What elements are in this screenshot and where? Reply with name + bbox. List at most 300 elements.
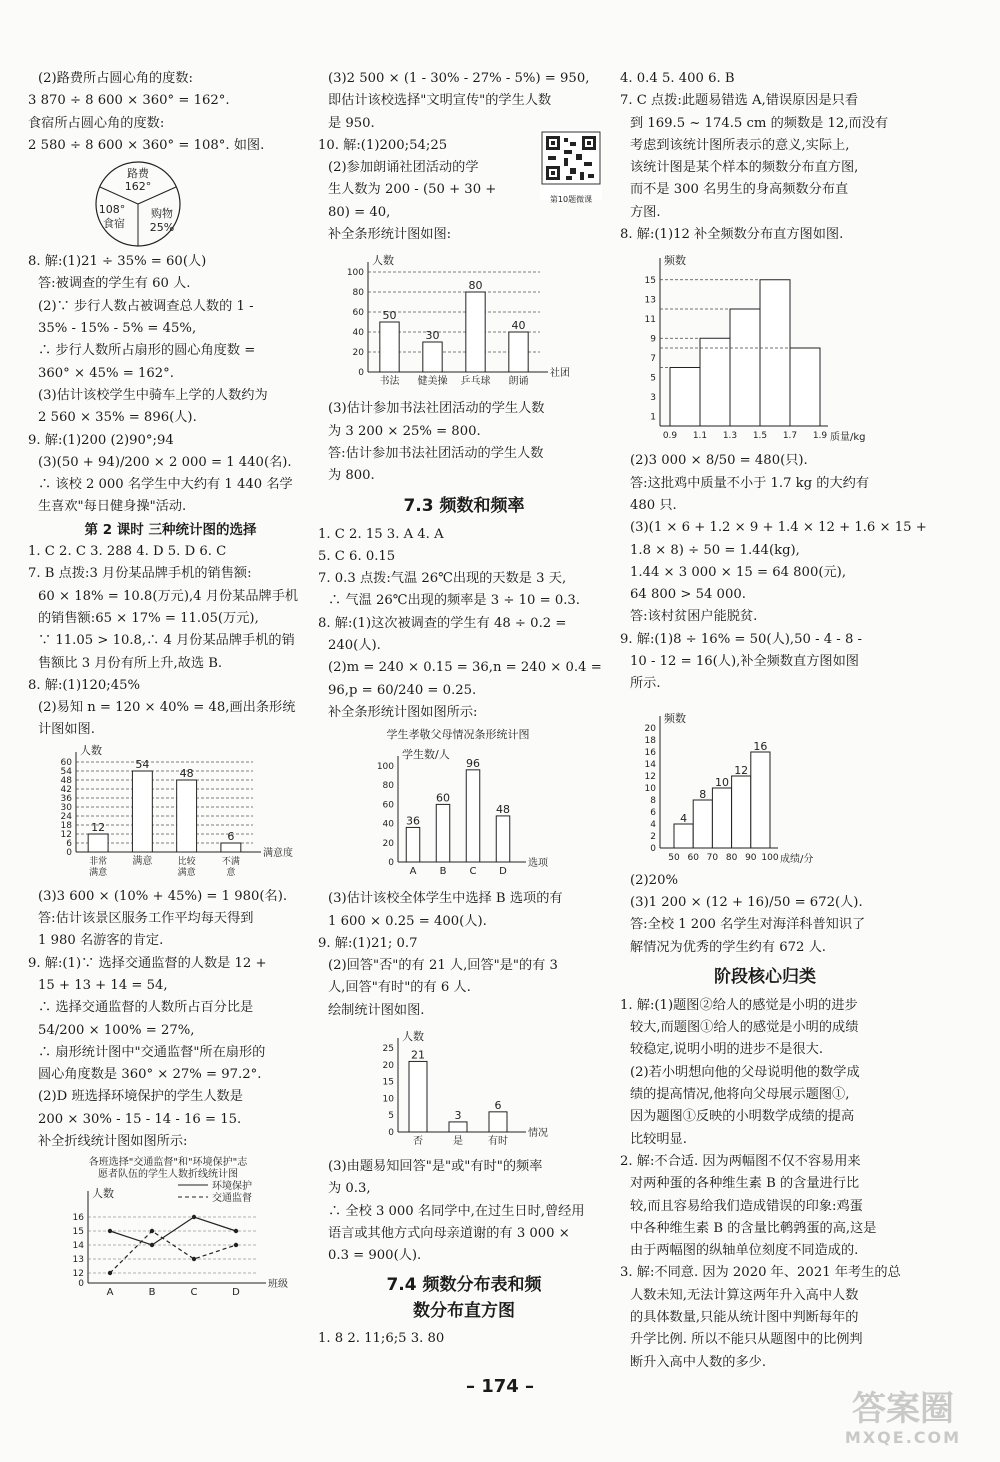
- y-tick-label: 4: [650, 819, 656, 830]
- bar: [466, 770, 480, 862]
- section-heading-core: 阶段核心归类: [714, 966, 816, 987]
- text-line: 补全折线统计图如图所示:: [38, 1133, 188, 1149]
- text-line: (3)3 600 × (10% + 45%) = 1 980(名).: [38, 888, 288, 904]
- y-tick-label: 2: [650, 831, 656, 842]
- bar-value-label: 3: [454, 1108, 462, 1122]
- y-tick-label: 42: [60, 784, 72, 795]
- text-line: (2)路费所占圆心角的度数:: [38, 71, 193, 86]
- y-tick-label: 3: [650, 393, 656, 404]
- x-tick-label: 60: [687, 852, 699, 863]
- y-tick-label: 20: [644, 723, 656, 734]
- pie-label-shop: 购物: [151, 207, 173, 221]
- text-line: 0.3 = 900(人).: [328, 1248, 422, 1264]
- thanks-bar-chart: [318, 1024, 598, 1154]
- text-line: 答:估计参加书法社团活动的学生人数: [328, 445, 544, 461]
- text-line: (3)由题易知回答"是"或"有时"的频率: [328, 1159, 543, 1175]
- y-tick-label: 15: [644, 276, 656, 287]
- y-tick-label: 30: [60, 802, 72, 813]
- text-line: 答:全校 1 200 名学生对海洋科普知识了: [630, 917, 866, 933]
- y-tick-label: 80: [352, 288, 364, 299]
- bar: [177, 780, 197, 852]
- text-line: 生喜欢"每日健身操"活动.: [38, 499, 187, 515]
- text-line: (2)D 班选择环境保护的学生人数是: [38, 1089, 243, 1105]
- text-line: 补全条形统计图如图:: [328, 227, 452, 243]
- x-tick-label: 意: [226, 867, 236, 878]
- text-line: 到 169.5 ~ 174.5 cm 的频数是 12,而没有: [630, 115, 889, 131]
- text-line: 1. 解:(1)题图②给人的感觉是小明的进步: [620, 997, 858, 1013]
- x-tick-label: 有时: [488, 1136, 508, 1148]
- score-histogram: [620, 698, 900, 868]
- pie-value-shop: 25%: [149, 221, 175, 235]
- histogram-bar: [730, 309, 760, 426]
- y-tick-label: 100: [376, 762, 394, 773]
- text-line: 较大,而题图①给人的感觉是小明的成绩: [630, 1020, 859, 1036]
- text-line: 240(人).: [328, 638, 381, 654]
- text-line: 80) = 40,: [328, 204, 391, 220]
- text-line: 人,回答"有时"的有 6 人.: [328, 980, 471, 996]
- text-line: (3)(50 + 94)/200 × 2 000 = 1 440(名).: [38, 454, 292, 470]
- text-line: (2)参加朗诵社团活动的学: [328, 160, 479, 176]
- bar-value-label: 6: [494, 1098, 502, 1112]
- text-line: ∴ 气温 26℃出现的频率是 3 ÷ 10 = 0.3.: [328, 593, 580, 609]
- x-tick-label: 0.9: [662, 431, 678, 442]
- bar-value-label: 48: [179, 766, 194, 780]
- y-tick-label: 14: [72, 1241, 84, 1252]
- y-tick-label: 0: [78, 1279, 84, 1290]
- text-line: 54/200 × 100% = 27%,: [38, 1022, 195, 1038]
- text-line: 480 只.: [630, 497, 677, 513]
- text-line: 1.44 × 3 000 × 15 = 64 800(元),: [630, 564, 847, 580]
- y-tick-label: 80: [382, 781, 394, 792]
- text-line: 4. 0.4 5. 400 6. B: [620, 71, 735, 86]
- text-line: 较,而且容易给我们造成错误的印象:鸡蛋: [630, 1198, 863, 1214]
- y-tick-label: 54: [60, 766, 72, 777]
- y-axis-label: 人数: [80, 743, 102, 757]
- point-traffic: [150, 1229, 154, 1233]
- text-line: 9. 解:(1)21; 0.7: [318, 935, 418, 951]
- watermark-text: 答案圈: [852, 1389, 954, 1429]
- text-line: (2)m = 240 × 0.15 = 36,n = 240 × 0.4 =: [328, 660, 602, 676]
- histogram-bar: [693, 800, 712, 848]
- y-tick-label: 13: [644, 295, 656, 306]
- y-tick-label: 10: [644, 783, 656, 794]
- y-tick-label: 25: [382, 1044, 394, 1055]
- histogram-bar: [732, 776, 751, 848]
- text-line: 即估计该校选择"文明宣传"的学生人数: [328, 93, 552, 109]
- bar: [489, 1112, 507, 1132]
- text-line: 9. 解:(1)200 (2)90°;94: [28, 432, 174, 448]
- x-tick-label: 1.9: [812, 431, 828, 442]
- y-tick-label: 40: [352, 328, 364, 339]
- y-tick-label: 6: [650, 807, 656, 818]
- y-tick-label: 1: [650, 412, 656, 423]
- x-tick-label: 比较: [177, 856, 196, 867]
- text-line: (2)20%: [630, 872, 678, 888]
- x-axis-label: 质量/kg: [830, 432, 866, 444]
- y-tick-label: 0: [650, 843, 656, 854]
- x-tick-label: 满意: [89, 867, 108, 878]
- bar-value-label: 16: [753, 739, 768, 753]
- text-line: 200 × 30% - 15 - 14 - 16 = 15.: [38, 1111, 242, 1127]
- y-tick-label: 12: [72, 1269, 84, 1280]
- y-axis-label: 人数: [92, 1187, 114, 1201]
- y-tick-label: 60: [60, 757, 72, 768]
- text-line: 计图如图.: [38, 722, 95, 738]
- text-line: 绘制统计图如图.: [328, 1002, 425, 1018]
- y-tick-label: 15: [72, 1227, 84, 1238]
- bar: [380, 322, 399, 372]
- text-line: 10. 解:(1)200;54;25: [318, 137, 448, 153]
- y-tick-label: 20: [352, 348, 364, 359]
- x-tick-label: D: [232, 1287, 240, 1299]
- bar-value-label: 30: [425, 329, 440, 343]
- y-tick-label: 18: [60, 820, 72, 831]
- text-line: 8. 解:(1)120;45%: [28, 677, 141, 693]
- satisfaction-bar-chart: [28, 744, 308, 884]
- x-tick-label: 满意: [132, 855, 153, 867]
- point-env: [234, 1229, 238, 1233]
- x-tick-label: 朗诵: [508, 376, 529, 388]
- text-line: 2. 解:不合适. 因为两幅图不仅不容易用来: [620, 1153, 861, 1169]
- text-line: 考虑到该统计图所表示的意义,实际上,: [630, 137, 850, 153]
- text-line: 售额比 3 月份有所上升,故选 B.: [38, 655, 223, 671]
- x-tick-label: 是: [453, 1136, 463, 1148]
- text-line: 生人数为 200 - (50 + 30 +: [328, 182, 497, 198]
- text-line: 方图.: [630, 204, 661, 220]
- bar: [409, 1061, 427, 1132]
- text-line: (2)3 000 × 8/50 = 480(只).: [630, 453, 808, 469]
- bar-value-label: 60: [436, 791, 450, 805]
- text-line: (2)若小明想向他的父母说明他的数学成: [630, 1064, 860, 1080]
- bar: [423, 342, 442, 372]
- y-tick-label: 0: [388, 1128, 394, 1139]
- y-tick-label: 7: [650, 354, 656, 365]
- text-line: 2 580 ÷ 8 600 × 360° = 108°. 如图.: [28, 137, 265, 153]
- text-line: 2 560 × 35% = 896(人).: [38, 410, 197, 426]
- x-tick-label: C: [190, 1287, 198, 1299]
- pie-label-food: 食宿: [103, 217, 125, 231]
- text-line: 该统计图是某个样本的频数分布直方图,: [630, 160, 859, 176]
- bar-value-label: 12: [734, 763, 749, 777]
- text-line: (3)估计该校全体学生中选择 B 选项的有: [328, 891, 563, 907]
- x-tick-label: 不满: [221, 856, 240, 867]
- text-line: 1.8 × 8) ÷ 50 = 1.44(kg),: [630, 542, 800, 558]
- text-line: 答:该村贫困户能脱贫.: [630, 609, 758, 625]
- x-tick-label: 1.3: [722, 431, 738, 442]
- weight-histogram: [620, 248, 900, 448]
- pie-value-food: 108°: [98, 203, 126, 217]
- x-tick-label: 否: [413, 1136, 423, 1148]
- text-line: 8. 解:(1)21 ÷ 35% = 60(人): [28, 254, 207, 270]
- y-axis-label: 频数: [664, 711, 686, 725]
- x-tick-label: 100: [761, 852, 779, 863]
- text-line: 为 3 200 × 25% = 800.: [328, 423, 481, 439]
- bar-value-label: 96: [466, 757, 480, 771]
- watermark-url: MXQE.COM: [844, 1428, 962, 1447]
- y-tick-label: 14: [644, 759, 656, 770]
- text-line: 比较明显.: [630, 1131, 687, 1147]
- bar: [436, 805, 450, 863]
- point-env: [192, 1215, 196, 1219]
- text-line: 9. 解:(1)∵ 选择交通监督的人数是 12 +: [28, 955, 267, 971]
- text-line: 3. 解:不同意. 因为 2020 年、2021 年考生的总: [620, 1265, 901, 1281]
- x-tick-label: B: [148, 1287, 156, 1299]
- text-line: ∴ 选择交通监督的人数所占百分比是: [38, 1000, 254, 1016]
- bar-value-label: 21: [411, 1048, 425, 1062]
- x-tick-label: 健美操: [417, 376, 448, 388]
- bar: [509, 332, 528, 372]
- y-tick-label: 20: [382, 839, 394, 850]
- y-axis-label: 人数: [402, 1030, 424, 1044]
- histogram-bar: [760, 280, 790, 426]
- text-line: 绩的提高情况,他将向父母展示题图①,: [630, 1087, 850, 1103]
- volunteer-line-chart: [28, 1155, 308, 1305]
- x-axis-label: 班级: [268, 1279, 288, 1291]
- bar-value-label: 50: [382, 309, 397, 323]
- histogram-bar: [670, 368, 700, 427]
- y-tick-label: 6: [66, 838, 72, 849]
- y-tick-label: 36: [60, 793, 72, 804]
- y-tick-label: 100: [346, 268, 364, 279]
- x-tick-label: 满意: [177, 867, 196, 878]
- qr-code[interactable]: [540, 130, 602, 205]
- bar-value-label: 40: [511, 319, 526, 333]
- text-line: ∵ 11.05 > 10.8,∴ 4 月份某品牌手机的销: [38, 633, 295, 649]
- bar-value-label: 36: [406, 814, 420, 828]
- text-line: 64 800 > 54 000.: [630, 587, 746, 603]
- text-line: 对两种蛋的各种维生素 B 的含量进行比: [630, 1176, 860, 1192]
- text-line: 1 980 名游客的肯定.: [38, 933, 164, 949]
- y-axis-label: 学生数/人: [402, 748, 450, 762]
- qr-caption: 第10题微课: [549, 195, 593, 205]
- lesson-heading: 第 2 课时 三种统计图的选择: [84, 521, 257, 538]
- y-tick-label: 0: [388, 858, 394, 869]
- text-line: (2)回答"否"的有 21 人,回答"是"的有 3: [328, 958, 558, 974]
- y-tick-label: 60: [382, 800, 394, 811]
- bar-value-label: 48: [496, 803, 510, 817]
- text-line: 答:被调查的学生有 60 人.: [38, 276, 191, 292]
- bar-value-label: 80: [468, 279, 483, 293]
- text-line: 人数未知,无法计算这两年升入高中人数: [630, 1287, 859, 1303]
- point-traffic: [108, 1271, 112, 1275]
- bar-value-label: 54: [135, 757, 150, 771]
- y-tick-label: 13: [72, 1255, 84, 1266]
- x-tick-label: 1.7: [782, 431, 798, 442]
- text-line: 96,p = 60/240 = 0.25.: [328, 682, 477, 698]
- bar-value-label: 8: [699, 787, 707, 801]
- y-tick-label: 16: [644, 747, 656, 758]
- y-axis-label: 人数: [372, 254, 394, 268]
- text-line: 7. C 点拨:此题易错选 A,错误原因是只看: [620, 93, 859, 109]
- text-line: 补全条形统计图如图所示:: [328, 704, 478, 720]
- text-line: 10 - 12 = 16(人),补全频数直方图如图: [630, 654, 859, 670]
- text-line: 60 × 18% = 10.8(万元),4 月份某品牌手机: [38, 588, 299, 604]
- x-tick-label: 乒乓球: [460, 376, 491, 388]
- text-line: 升学比例. 所以不能只从题图中的比例判: [630, 1332, 863, 1348]
- text-line: (3)1 200 × (12 + 16)/50 = 672(人).: [630, 894, 863, 910]
- bar: [466, 292, 485, 372]
- text-line: ∴ 该校 2 000 名学生中大约有 1 440 名学: [38, 477, 293, 493]
- text-line: 因为题图①反映的小明数学成绩的提高: [630, 1109, 855, 1125]
- x-tick-label: 书法: [379, 376, 400, 388]
- bar-value-label: 12: [91, 820, 106, 834]
- x-axis-label: 情况: [528, 1128, 548, 1140]
- text-line: 5. C 6. 0.15: [318, 548, 396, 564]
- text-line: 断升入高中人数的多少.: [630, 1354, 767, 1370]
- text-line: (3)2 500 × (1 - 30% - 27% - 5%) = 950,: [328, 71, 590, 86]
- section-heading-line: 数分布直方图: [413, 1300, 515, 1321]
- x-tick-label: 70: [706, 852, 719, 863]
- y-tick-label: 8: [650, 795, 656, 806]
- chart-title: 各班选择"交通监督"和"环境保护"志: [88, 1157, 248, 1169]
- text-line: 所示.: [630, 676, 661, 692]
- x-axis-label: 满意度: [263, 847, 293, 859]
- text-line: 食宿所占圆心角的度数:: [28, 115, 165, 131]
- text-line: 3 870 ÷ 8 600 × 360° = 162°.: [28, 93, 230, 109]
- text-line: 1. 8 2. 11;6;5 3. 80: [318, 1330, 445, 1346]
- x-tick-label: 80: [725, 852, 738, 863]
- watermark-logo: [818, 1390, 988, 1454]
- text-line: ∴ 全校 3 000 名同学中,在过生日时,曾经用: [328, 1203, 585, 1219]
- parents-bar-chart: [318, 726, 598, 886]
- y-tick-label: 11: [644, 315, 656, 326]
- bar: [88, 834, 108, 852]
- bar-value-label: 6: [227, 829, 235, 843]
- text-line: 中各种维生素 B 的含量比鹌鹑蛋的高,这是: [630, 1220, 877, 1236]
- bar-value-label: 10: [715, 775, 729, 789]
- text-line: 的具体数量,只能从统计图中判断每年的: [630, 1309, 859, 1325]
- text-line: (3)(1 × 6 + 1.2 × 9 + 1.4 × 12 + 1.6 × 15 +: [630, 520, 927, 536]
- point-traffic: [192, 1257, 196, 1261]
- y-tick-label: 48: [60, 775, 72, 786]
- pie-label-road: 路费: [127, 167, 149, 181]
- page-number: – 174 –: [465, 1376, 535, 1397]
- chart-title: 学生孝敬父母情况条形统计图: [386, 728, 530, 742]
- qr-code-icon: [540, 130, 602, 186]
- y-tick-label: 20: [382, 1060, 394, 1071]
- text-line: (3)估计参加书法社团活动的学生人数: [328, 401, 545, 417]
- text-line: 1. C 2. 15 3. A 4. A: [318, 526, 444, 542]
- x-tick-label: 50: [668, 852, 680, 863]
- y-tick-label: 15: [382, 1077, 394, 1088]
- text-line: 由于两幅图的纵轴单位刻度不同造成的.: [630, 1243, 859, 1259]
- y-tick-label: 0: [358, 368, 364, 379]
- point-env: [108, 1229, 112, 1233]
- text-line: ∴ 步行人数所占扇形的圆心角度数 =: [38, 343, 256, 359]
- text-line: 8. 解:(1)这次被调查的学生有 48 ÷ 0.2 =: [318, 615, 567, 631]
- point-traffic: [234, 1243, 238, 1247]
- column-left: [28, 68, 313, 1307]
- text-line: 360° × 45% = 162°.: [38, 365, 174, 381]
- y-tick-label: 18: [644, 735, 656, 746]
- x-tick-label: 1.5: [752, 431, 768, 442]
- point-env: [150, 1243, 154, 1247]
- column-middle: [318, 68, 610, 1350]
- text-line: ∴ 扇形统计图中"交通监督"所在扇形的: [38, 1044, 266, 1060]
- text-line: 为 0.3,: [328, 1181, 371, 1197]
- text-line: (2)∵ 步行人数占被调查总人数的 1 -: [38, 298, 254, 314]
- x-tick-label: 1.1: [692, 431, 708, 442]
- text-line: 的销售额:65 × 17% = 11.05(万元),: [38, 610, 259, 626]
- column-right: [620, 68, 927, 1374]
- x-axis-label: 成绩/分: [780, 853, 814, 865]
- text-line: 为 800.: [328, 468, 375, 484]
- text-line: 较稳定,说明小明的进步不是很大.: [630, 1042, 824, 1058]
- x-axis-label: 社团: [550, 368, 570, 380]
- x-tick-label: B: [439, 866, 447, 878]
- x-tick-label: C: [469, 866, 477, 878]
- text-line: 7. B 点拨:3 月份某品牌手机的销售额:: [28, 566, 252, 582]
- section-heading-line: 7.4 频数分布表和频: [386, 1274, 542, 1295]
- histogram-bar: [790, 348, 820, 426]
- y-tick-label: 5: [650, 373, 656, 384]
- text-line: 7. 0.3 点拨:气温 26℃出现的天数是 3 天,: [318, 571, 567, 587]
- text-line: 答:估计该景区服务工作平均每天得到: [38, 911, 254, 927]
- y-tick-label: 16: [72, 1213, 84, 1224]
- y-tick-label: 40: [382, 819, 394, 830]
- bar: [221, 843, 241, 852]
- histogram-bar: [700, 339, 730, 427]
- section-heading-7-3: 7.3 频数和频率: [403, 495, 525, 516]
- bar-value-label: 4: [680, 811, 688, 825]
- text-line: 圆心角度数是 360° × 27% = 97.2°.: [38, 1067, 262, 1083]
- text-line: 1. C 2. C 3. 288 4. D 5. D 6. C: [28, 544, 227, 560]
- pie-value-road: 162°: [124, 180, 152, 194]
- club-bar-chart: [318, 248, 598, 396]
- histogram-bar: [712, 788, 731, 848]
- text-line: 8. 解:(1)12 补全频数分布直方图如图.: [620, 227, 844, 243]
- text-line: 是 950.: [328, 115, 375, 131]
- histogram-bar: [674, 824, 693, 848]
- histogram-bar: [751, 752, 770, 848]
- y-tick-label: 24: [60, 811, 72, 822]
- x-tick-label: D: [499, 866, 507, 878]
- text-line: 35% - 15% - 5% = 45%,: [38, 321, 197, 337]
- x-tick-label: 90: [745, 852, 757, 863]
- bar: [406, 828, 420, 863]
- y-axis-label: 频数: [664, 254, 686, 268]
- x-tick-label: A: [106, 1287, 114, 1299]
- section-heading-7-4: [318, 1272, 610, 1324]
- x-tick-label: 非常: [89, 856, 108, 867]
- x-tick-label: A: [409, 866, 417, 878]
- y-tick-label: 10: [382, 1094, 394, 1105]
- text-line: 答:这批鸡中质量不小于 1.7 kg 的大约有: [630, 475, 870, 491]
- text-line: 9. 解:(1)8 ÷ 16% = 50(人),50 - 4 - 8 -: [620, 631, 862, 647]
- y-tick-label: 60: [352, 308, 364, 319]
- y-tick-label: 12: [644, 771, 656, 782]
- chart-title: 愿者队伍的学生人数折线统计图: [98, 1169, 238, 1181]
- text-line: 1 600 × 0.25 = 400(人).: [328, 913, 487, 929]
- text-line: 语言或其他方式向母亲道谢的有 3 000 ×: [328, 1225, 570, 1241]
- legend-label-env: 环境保护: [212, 1181, 252, 1193]
- text-line: (3)估计该校学生中骑车上学的人数约为: [38, 387, 268, 403]
- y-tick-label: 5: [388, 1111, 394, 1122]
- y-tick-label: 12: [60, 829, 72, 840]
- text-line: (2)易知 n = 120 × 40% = 48,画出条形统: [38, 700, 296, 716]
- legend-label-traffic: 交通监督: [212, 1193, 252, 1205]
- y-tick-label: 9: [650, 334, 656, 345]
- x-axis-label: 选项: [528, 858, 548, 870]
- text-line: 15 + 13 + 14 = 54,: [38, 977, 168, 993]
- pie-chart: [28, 159, 228, 249]
- text-line: 而不是 300 名男生的身高频数分布直: [630, 182, 849, 198]
- bar: [496, 816, 510, 862]
- bar: [132, 771, 152, 852]
- y-tick-label: 0: [66, 847, 72, 858]
- text-line: 解情况为优秀的学生约有 672 人.: [630, 939, 826, 955]
- bar: [449, 1122, 467, 1132]
